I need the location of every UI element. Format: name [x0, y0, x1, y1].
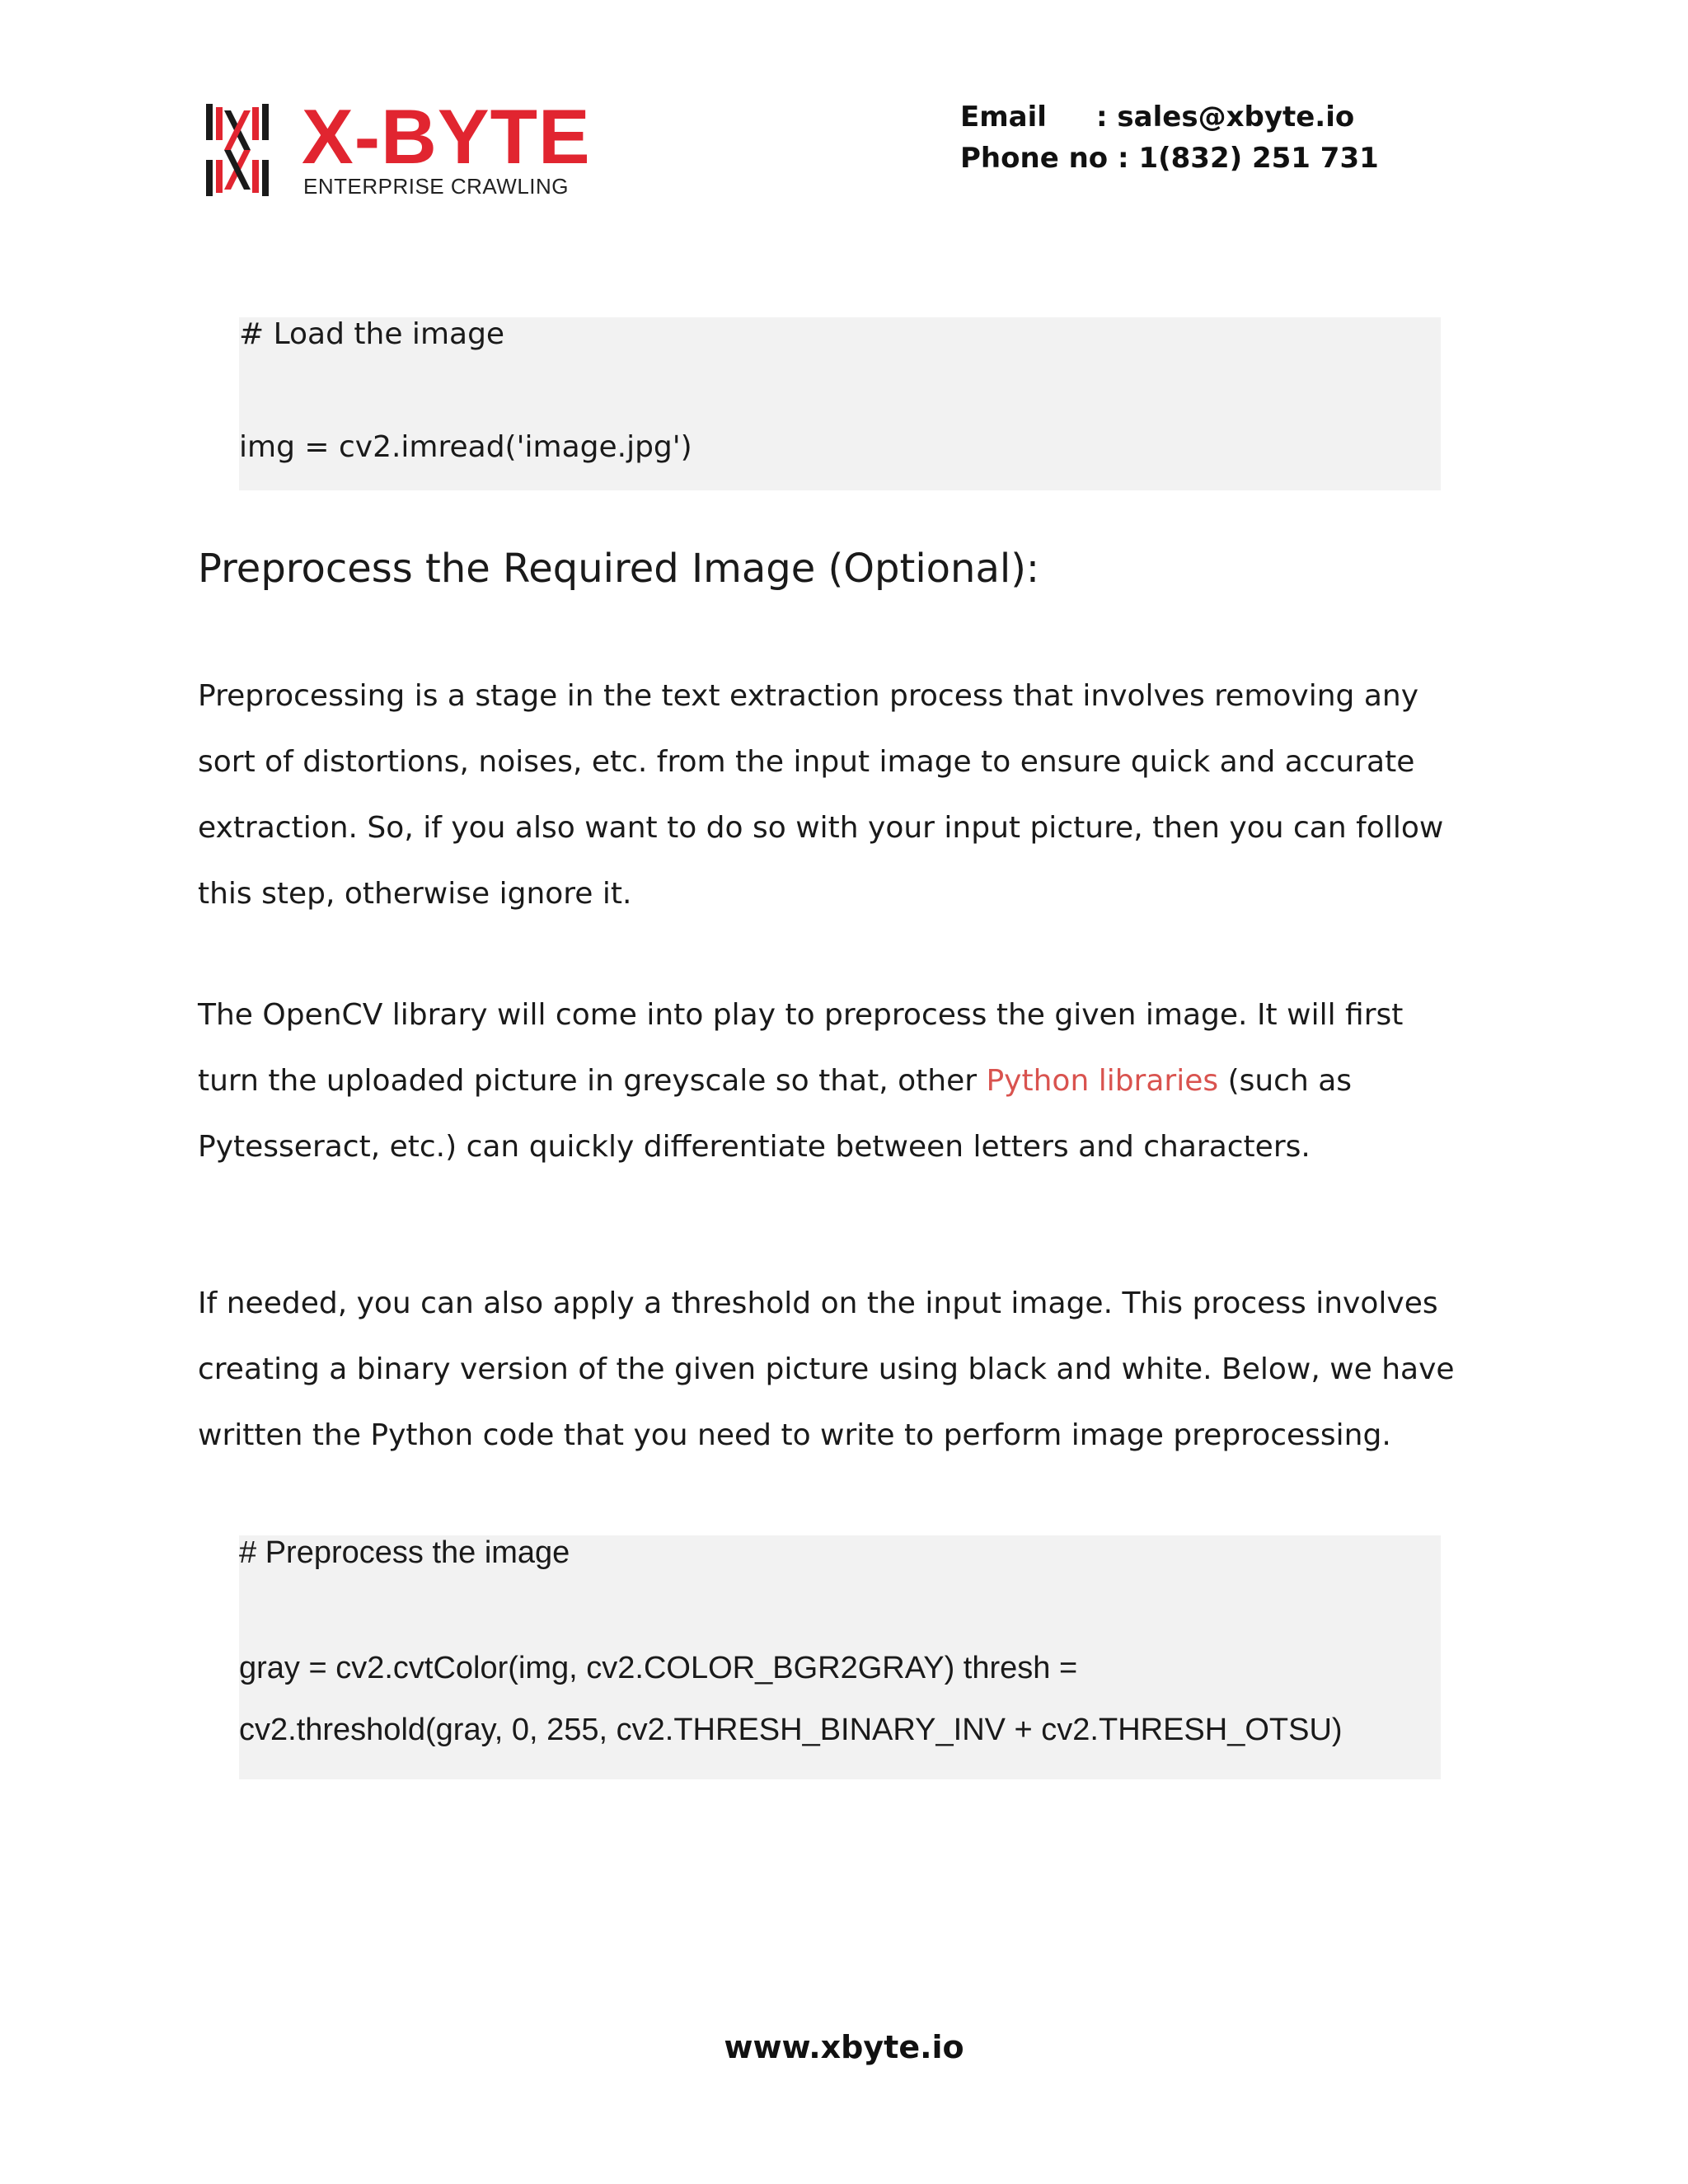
paragraph-line: extraction. So, if you also want to do so with your input picture, then you can follow: [198, 811, 1444, 845]
paragraph-line: written the Python code that you need to write to perform image preprocessing.: [198, 1418, 1391, 1452]
paragraph-line: sort of distortions, noises, etc. from the input image to ensure quick and accurate: [198, 745, 1415, 779]
email-label: Email: [960, 101, 1047, 134]
paragraph-line: this step, otherwise ignore it.: [198, 877, 632, 911]
email-row: [960, 96, 1379, 138]
paragraph-preprocessing-intro: [198, 663, 1517, 927]
paragraph-line: [198, 1048, 1517, 1114]
code-line: cv2.threshold(gray, 0, 255, cv2.THRESH_BINARY_INV + cv2.THRESH_OTSU): [239, 1713, 1343, 1747]
code-line: img = cv2.imread('image.jpg'): [239, 430, 692, 464]
code-comment: # Load the image: [239, 317, 505, 351]
xbyte-logo-icon: [204, 102, 270, 198]
email-value: : sales@xbyte.io: [1096, 101, 1355, 134]
logo-tagline: ENTERPRISE CRAWLING: [303, 174, 570, 199]
python-libraries-link[interactable]: Python libraries: [986, 1064, 1219, 1098]
paragraph-threshold: [198, 1271, 1517, 1469]
phone-label: Phone no :: [960, 142, 1129, 175]
paragraph-line: creating a binary version of the given picture using black and white. Below, we have: [198, 1352, 1455, 1386]
paragraph-line: Pytesseract, etc.) can quickly differentiate between letters and characters.: [198, 1130, 1311, 1164]
paragraph-line: Preprocessing is a stage in the text extraction process that involves removing any: [198, 679, 1419, 713]
code-block-load-image: [239, 317, 1441, 490]
paragraph-opencv: [198, 982, 1517, 1180]
footer-website[interactable]: www.xbyte.io: [724, 2029, 964, 2065]
paragraph-text: (such as: [1218, 1064, 1353, 1098]
code-line: gray = cv2.cvtColor(img, cv2.COLOR_BGR2GRAY) thresh =: [239, 1651, 1078, 1685]
paragraph-line: The OpenCV library will come into play to preprocess the given image. It will first: [198, 998, 1404, 1032]
paragraph-text: turn the uploaded picture in greyscale so that, other: [198, 1064, 987, 1098]
phone-row: [960, 138, 1379, 179]
phone-value: 1(832) 251 731: [1138, 142, 1379, 175]
company-logo: [204, 93, 591, 201]
paragraph-line: If needed, you can also apply a threshold on the input image. This process involves: [198, 1286, 1438, 1320]
logo-wordmark: X-BYTE: [302, 93, 591, 180]
code-block-preprocess: [239, 1535, 1441, 1779]
section-heading: Preprocess the Required Image (Optional):: [198, 546, 1040, 592]
code-comment: # Preprocess the image: [239, 1535, 570, 1570]
contact-info: [960, 96, 1379, 179]
